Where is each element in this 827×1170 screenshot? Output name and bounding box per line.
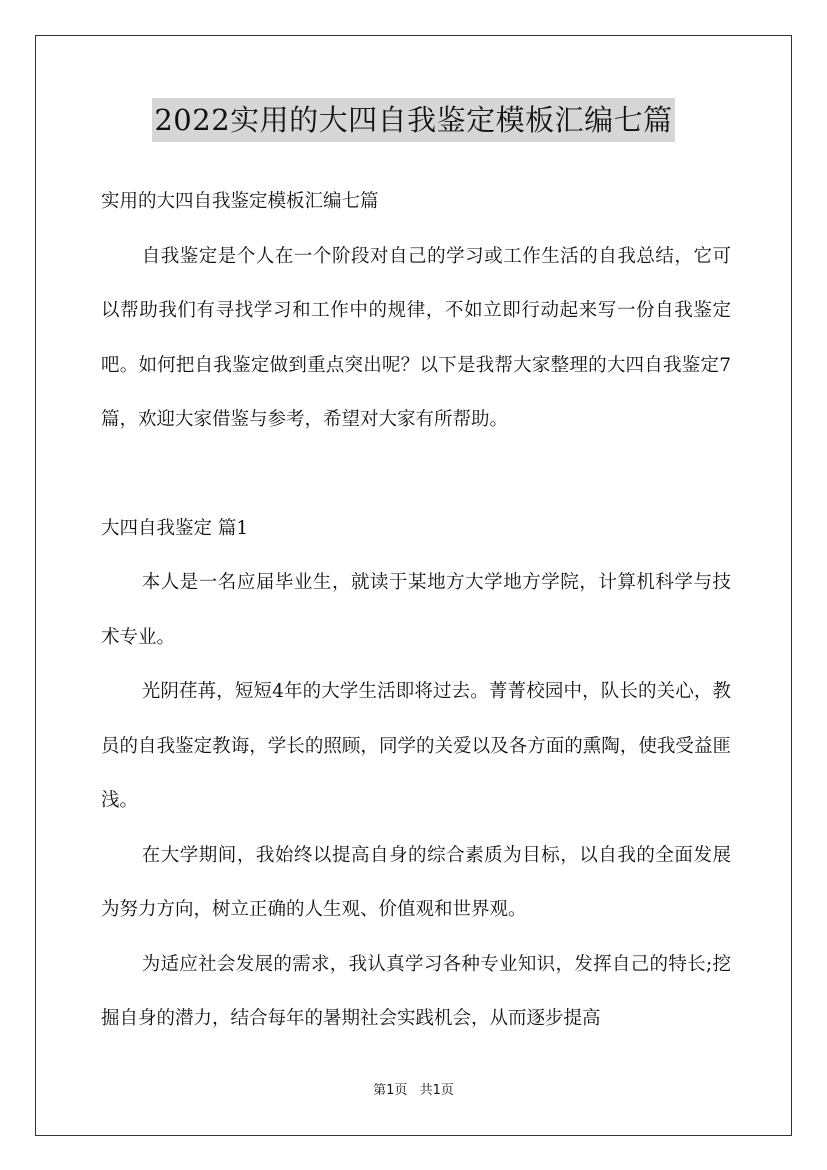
title-container	[0, 98, 827, 142]
document-subtitle: 实用的大四自我鉴定模板汇编七篇	[101, 191, 379, 212]
page-number: 第1页	[373, 1083, 408, 1098]
intro-paragraph: 自我鉴定是个人在一个阶段对自己的学习或工作生活的自我总结，它可以帮助我们有寻找学习和工作中的规律，不如立即行动起来写一份自我鉴定吧。如何把自我鉴定做到重点突出呢？以下是我帮大家整理的大四自我鉴定7篇，欢迎大家借鉴与参考，希望对大家有所帮助。	[101, 245, 731, 430]
document-title: 2022实用的大四自我鉴定模板汇编七篇	[152, 98, 674, 142]
body-paragraph: 在大学期间，我始终以提高自身的综合素质为目标，以自我的全面发展为努力方向，树立正确的人生观、价值观和世界观。	[101, 844, 731, 920]
paragraph-gap	[101, 448, 731, 502]
document-body	[101, 175, 731, 1047]
body-paragraph: 光阴荏苒，短短4年的大学生活即将过去。菁菁校园中，队长的关心，教员的自我鉴定教诲，学长的照顾，同学的关爱以及各方面的熏陶，使我受益匪浅。	[101, 681, 731, 811]
body-paragraph: 为适应社会发展的需求，我认真学习各种专业知识，发挥自己的特长;挖掘自身的潜力，结合每年的暑期社会实践机会，从而逐步提高	[101, 953, 731, 1029]
page-total: 共1页	[419, 1083, 454, 1098]
section-heading: 大四自我鉴定 篇1	[101, 517, 249, 539]
page-footer	[0, 1082, 827, 1100]
body-paragraph: 本人是一名应届毕业生，就读于某地方大学地方学院，计算机科学与技术专业。	[101, 572, 731, 648]
